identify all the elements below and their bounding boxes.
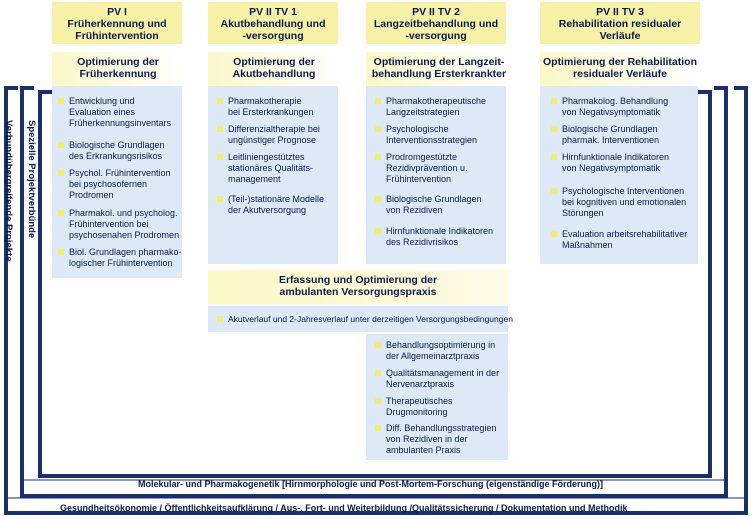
column-1-item: Biologische Grundlagen des Erkrankungsrisikos: [69, 140, 165, 161]
inner-frame-label: Spezielle Projektverbünde: [26, 120, 37, 239]
ambulant-item: Behandlungsoptimierung in der Allgemeinarztpraxis: [386, 340, 496, 361]
column-4-item: Psychologische Interventionen bei kognitiven und emotionalen Störungen: [562, 186, 687, 218]
column-3-item: Psychologische Interventionsstrategien: [386, 124, 478, 145]
column-4-item: Evaluation arbeitsrehabilitativer Maßnahmen: [562, 229, 688, 250]
column-4-header: PV II TV 3 Rehabilitation residualer Verläufe: [540, 2, 700, 44]
column-2-item: Pharmakotherapie bei Ersterkrankungen: [228, 96, 314, 117]
ambulant-wide-item: Akutverlauf und 2-Jahresverlauf unter derzeitigen Versorgungsbedingungen: [228, 314, 513, 324]
ambulant-item: Qualitätsmanagement in der Nervenarztpraxis: [386, 368, 500, 389]
column-3-header: PV II TV 2 Langzeitbehandlung und -versorgung: [366, 2, 506, 44]
column-4-item: Biologische Grundlagen pharmak. Interventionen: [562, 124, 660, 145]
column-4-item: Hirnfunktionale Indikatoren von Negativsymptomatik: [562, 152, 670, 173]
column-1-item: Pharmakol. und psycholog. Frühintervention bei psychosenahen Prodromen: [69, 208, 180, 240]
ambulant-item: Diff. Behandlungsstrategien von Rezidiven in der ambulanten Praxis: [386, 423, 497, 455]
column-2-subheader: Optimierung der Akutbehandlung: [208, 52, 340, 86]
column-1-subheader: Optimierung der Früherkennung: [52, 52, 184, 86]
column-1-header: PV I Früherkennung und Frühintervention: [52, 2, 182, 44]
column-2-item: (Teil-)stationäre Modelle der Akutversorgung: [228, 194, 325, 215]
column-1-item: Biol. Grundlagen pharmako- logischer Frühintervention: [69, 247, 182, 268]
column-2-header: PV II TV 1 Akutbehandlung und -versorgung: [208, 2, 338, 44]
column-3-item: Biologische Grundlagen von Rezidiven: [386, 194, 482, 215]
column-3-item: Hirnfunktionale Indikatoren des Rezidivrisikos: [386, 226, 494, 247]
outer-frame-label: Verbundübergreifende Projekte: [3, 120, 14, 262]
column-2-item: Leitliniengestütztes stationäres Qualitäts- management: [228, 152, 314, 184]
column-1-item: Psychol. Frühintervention bei psychosofernen Prodromen: [69, 168, 171, 200]
ambulant-header: Erfassung und Optimierung der ambulanten Versorgungspraxis: [208, 270, 508, 304]
column-3-subheader: Optimierung der Langzeit- behandlung Ersterkrankter: [366, 52, 512, 86]
column-4-item: Pharmakolog. Behandlung von Negativsymptomatik: [562, 96, 669, 117]
column-1-item: Entwicklung und Evaluation eines Früherkennungsinventars: [69, 96, 172, 128]
outer-bar-text: Gesundheitsökonomie / Öffentlichkeitsaufklärung / Aus-, Fort- und Weiterbildung /Qualitätssicherung / Dokumentation und Methodik: [60, 503, 628, 513]
column-4-subheader: Optimierung der Rehabilitation residualer Verläufe: [540, 52, 700, 86]
ambulant-item: Therapeutisches Drugmonitoring: [386, 396, 453, 417]
inner-bar-text: Molekular- und Pharmakogenetik [Hirnmorphologie und Post-Mortem-Forschung (eigenständige Förderung)]: [138, 479, 604, 489]
column-3-item: Pharmakotherapeutische Langzeitstrategien: [386, 96, 487, 117]
column-2-item: Differenzialtherapie bei ungünstiger Prognose: [228, 124, 320, 145]
column-3-item: Prodromgestützte Rezidivprävention u. Frühintervention: [386, 152, 468, 184]
